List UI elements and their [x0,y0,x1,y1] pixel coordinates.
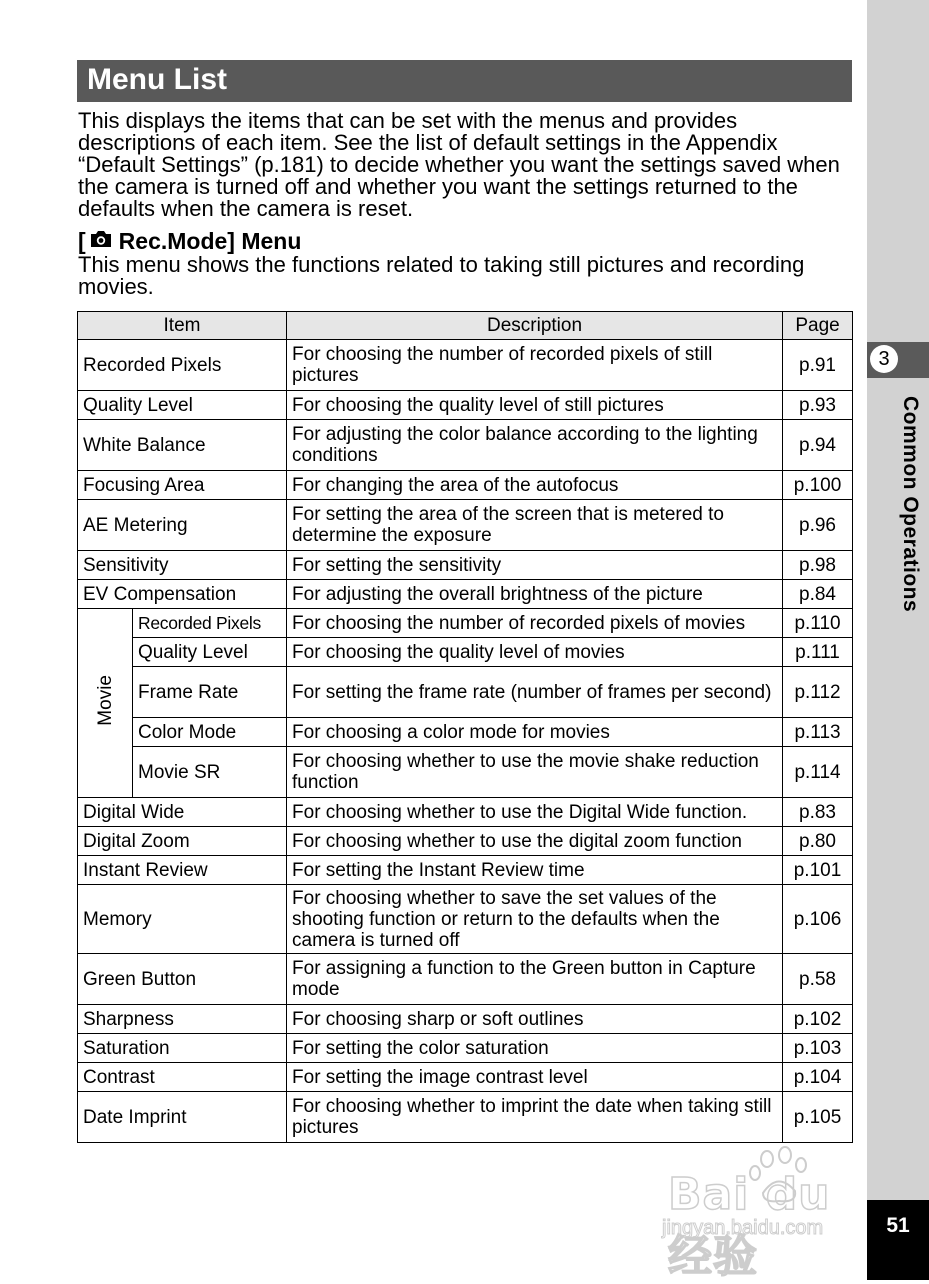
description-cell: For setting the area of the screen that is metered to determine the exposure [287,500,783,551]
page-cell: p.114 [783,747,853,798]
item-cell: Contrast [78,1063,287,1092]
description-cell: For choosing the number of recorded pixels of still pictures [287,340,783,391]
description-cell: For choosing sharp or soft outlines [287,1005,783,1034]
page-cell: p.84 [783,580,853,609]
page-number: 51 [867,1200,929,1280]
table-row [78,609,853,638]
item-cell: Instant Review [78,856,287,885]
table-row [78,798,853,827]
table-row [78,391,853,420]
page-cell: p.58 [783,954,853,1005]
heading-bracket: [ [78,228,86,254]
item-cell: Memory [78,885,287,954]
watermark-url: jingyan.baidu.com [662,1217,824,1239]
section-description: This menu shows the functions related to taking still pictures and recording movies. [78,252,805,299]
page-cell: p.91 [783,340,853,391]
table-row [78,500,853,551]
description-cell: For adjusting the overall brightness of the picture [287,580,783,609]
page-cell: p.83 [783,798,853,827]
item-cell: White Balance [78,420,287,471]
description-cell: For choosing a color mode for movies [287,718,783,747]
description-cell: For choosing the number of recorded pixels of movies [287,609,783,638]
description-cell: For setting the frame rate (number of frames per second) [287,667,783,718]
page-cell: p.80 [783,827,853,856]
page-cell: p.98 [783,551,853,580]
table-row [78,954,853,1005]
page-cell: p.100 [783,471,853,500]
description-cell: For choosing whether to save the set values of the shooting function or return to the defaults when the camera is turned off [287,885,783,954]
description-cell: For setting the image contrast level [287,1063,783,1092]
intro-paragraph: This displays the items that can be set with the menus and provides descriptions of each item. See the list of default settings in the Appendix “Default Settings” (p.181) to decide whether you want the settings saved when the camera is turned off and whether you want the settings returned to the defaults when the camera is reset. [78,108,840,221]
item-cell: Color Mode [133,718,287,747]
description-cell: For setting the Instant Review time [287,856,783,885]
item-cell: EV Compensation [78,580,287,609]
item-cell: Quality Level [78,391,287,420]
page-cell: p.106 [783,885,853,954]
item-cell: Saturation [78,1034,287,1063]
page-cell: p.93 [783,391,853,420]
table-row [78,747,853,798]
description-cell: For choosing whether to use the Digital Wide function. [287,798,783,827]
item-cell: Date Imprint [78,1092,287,1143]
page-cell: p.104 [783,1063,853,1092]
page-cell: p.111 [783,638,853,667]
item-cell: Recorded Pixels [78,340,287,391]
item-cell: Movie SR [133,747,287,798]
camera-icon [89,228,113,255]
description-cell: For setting the color saturation [287,1034,783,1063]
table-row [78,638,853,667]
table-row [78,471,853,500]
section-heading-text: Rec.Mode] Menu [118,228,302,254]
description-cell: For choosing whether to imprint the date when taking still pictures [287,1092,783,1143]
description-cell: For adjusting the color balance according to the lighting conditions [287,420,783,471]
page-cell: p.112 [783,667,853,718]
header-description: Description [287,312,783,340]
table-row [78,827,853,856]
item-cell: AE Metering [78,500,287,551]
description-cell: For choosing whether to use the digital zoom function [287,827,783,856]
table-row [78,1034,853,1063]
item-cell: Digital Wide [78,798,287,827]
item-cell: Frame Rate [133,667,287,718]
page-cell: p.94 [783,420,853,471]
chapter-title: Common Operations [899,396,922,613]
page-title: Menu List [77,60,852,102]
baidu-watermark [660,1145,865,1282]
table-row [78,718,853,747]
menu-table [77,311,853,1143]
page-cell: p.102 [783,1005,853,1034]
page-cell: p.113 [783,718,853,747]
description-cell: For assigning a function to the Green button in Capture mode [287,954,783,1005]
page-cell: p.110 [783,609,853,638]
page-cell: p.101 [783,856,853,885]
header-item: Item [78,312,287,340]
page-cell: p.105 [783,1092,853,1143]
table-row [78,667,853,718]
table-row [78,885,853,954]
table-row [78,340,853,391]
table-row [78,551,853,580]
table-row [78,1005,853,1034]
watermark-text: Bai du 经验 [668,1169,831,1282]
description-cell: For setting the sensitivity [287,551,783,580]
item-cell: Quality Level [133,638,287,667]
item-cell: Digital Zoom [78,827,287,856]
item-cell: Recorded Pixels [133,609,287,638]
table-row [78,580,853,609]
item-cell: Sharpness [78,1005,287,1034]
description-cell: For choosing the quality level of movies [287,638,783,667]
chapter-number: 3 [870,345,898,373]
table-row [78,1092,853,1143]
table-row [78,1063,853,1092]
header-page: Page [783,312,853,340]
item-cell: Focusing Area [78,471,287,500]
page-cell: p.103 [783,1034,853,1063]
section-heading [78,228,301,255]
table-row [78,856,853,885]
description-cell: For choosing whether to use the movie shake reduction function [287,747,783,798]
item-cell: Green Button [78,954,287,1005]
movie-group-label [78,609,133,798]
page-cell: p.96 [783,500,853,551]
movie-label-text: Movie [94,675,116,726]
description-cell: For choosing the quality level of still pictures [287,391,783,420]
table-row [78,420,853,471]
item-cell: Sensitivity [78,551,287,580]
description-cell: For changing the area of the autofocus [287,471,783,500]
